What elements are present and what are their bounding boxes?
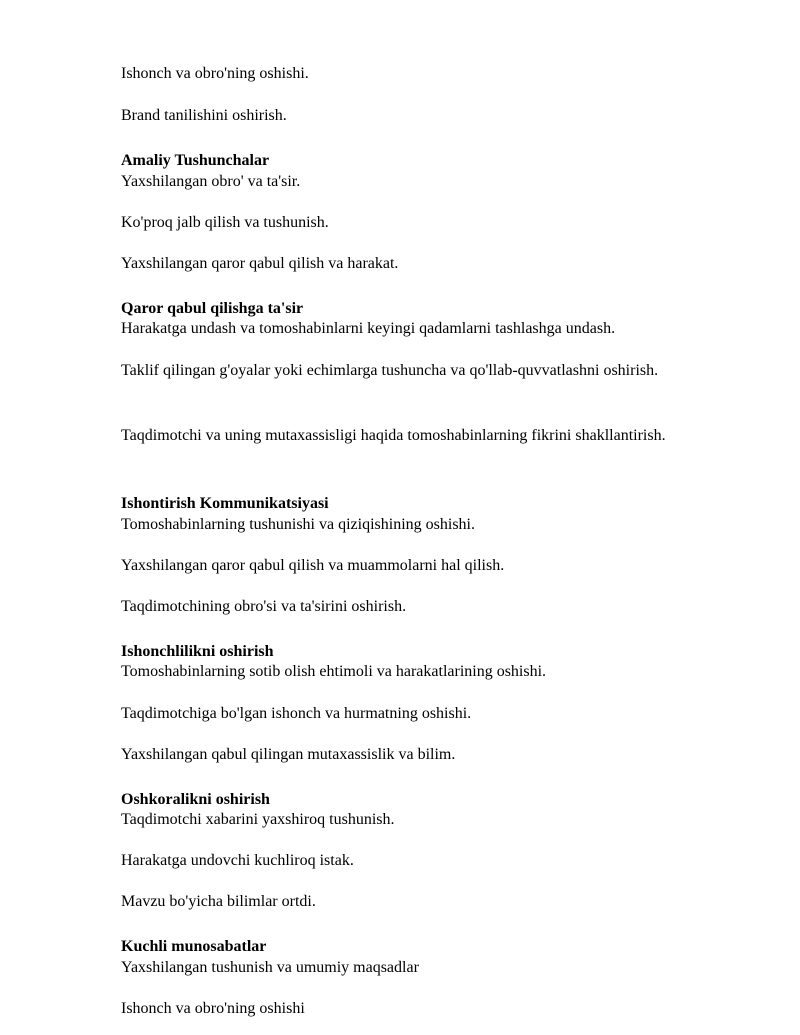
section-item: Ishonch va obro'ning oshishi [121,1000,305,1017]
section-heading: Ishonchlilikni oshirish [121,643,274,660]
section-item: Mavzu bo'yicha bilimlar ortdi. [121,893,316,910]
section-heading: Ishontirish Kommunikatsiyasi [121,495,329,512]
section-item: Harakatga undovchi kuchliroq istak. [121,852,354,869]
section-item: Yaxshilangan qabul qilingan mutaxassislik va bilim. [121,746,456,763]
section-heading: Kuchli munosabatlar [121,938,267,955]
section-item: Tomoshabinlarning sotib olish ehtimoli va harakatlarining oshishi. [121,663,547,680]
section-item: Yaxshilangan qaror qabul qilish va harakat. [121,255,399,272]
section-heading: Oshkoralikni oshirish [121,791,270,808]
section-heading: Qaror qabul qilishga ta'sir [121,300,304,317]
section-item: Taqdimotchiga bo'lgan ishonch va hurmatning oshishi. [121,705,472,722]
intro-item: Brand tanilishini oshirish. [121,107,287,124]
section-item: Taqdimotchining obro'si va ta'sirini oshirish. [121,598,407,615]
section-item: Tomoshabinlarning tushunishi va qiziqishining oshishi. [121,516,475,533]
section-item: Harakatga undash va tomoshabinlarni keyingi qadamlarni tashlashga undash. [121,320,616,337]
section-item: Yaxshilangan qaror qabul qilish va muammolarni hal qilish. [121,557,505,574]
section-item: Yaxshilangan tushunish va umumiy maqsadlar [121,959,419,976]
section-heading: Amaliy Tushunchalar [121,152,270,169]
section-item: Yaxshilangan obro' va ta'sir. [121,173,301,190]
section-item: Taqdimotchi xabarini yaxshiroq tushunish. [121,811,395,828]
section-item: Ko'proq jalb qilish va tushunish. [121,214,329,231]
intro-item: Ishonch va obro'ning oshishi. [121,65,309,82]
section-paragraph: Taqdimotchi va uning mutaxassisligi haqida tomoshabinlarning fikrini shakllantirish. [121,427,666,444]
section-paragraph: Taklif qilingan g'oyalar yoki echimlarga tushuncha va qo'llab-quvvatlashni oshirish. [121,362,659,379]
